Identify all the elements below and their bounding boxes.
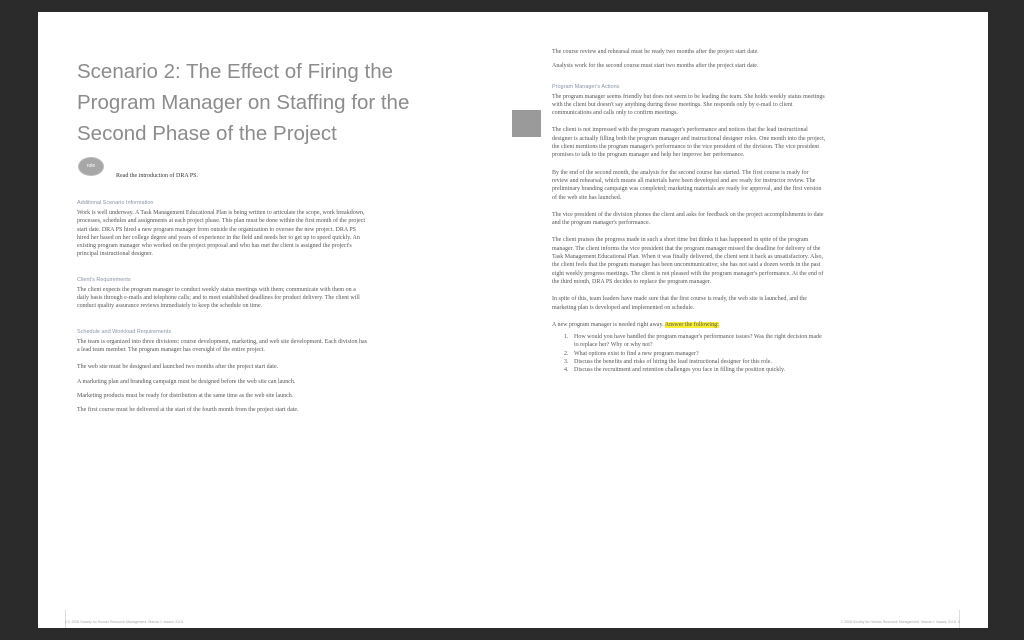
section-schedule-workload [77, 328, 367, 415]
document-spread [38, 12, 988, 628]
paragraph: The client expects the program manager to conduct weekly status meetings with them; communicate with them on a daily basis through e-mails and telephone calls; and to meet established deadlines for product delivery. The client will conduct quality assurance reviews immediately to keep the schedule on time. [77, 286, 360, 310]
role-badge-icon: role [78, 157, 104, 176]
list-item: 4. Discuss the recruitment and retention challenges you face in filling the position quickly. [570, 366, 826, 374]
question-intro [552, 321, 826, 329]
paragraph: The team is organized into three divisions: course development, marketing, and web site development. Each division has a lead team member. The program manager has oversight of the entire project. [77, 338, 367, 353]
section-heading: Program Manager's Actions [552, 83, 620, 90]
section-heading: Additional Scenario Information [77, 200, 154, 206]
section-heading: Schedule and Workload Requirements [77, 328, 172, 335]
list-item: 2. What options exist to find a new program manager? [570, 350, 826, 358]
paragraph: The course review and rehearsal must be ready two months after the project start date. [552, 49, 759, 55]
paragraph: Work is well underway. A Task Management Educational Plan is being written to articulate the scope, work breakdown, processes, schedules and assignments at each project phase. This plan must be done within the first month of the project start date. DRA PS hired a new program manager from outside the organization to oversee the new project. DRA PS hired her based on her college degree and years of experience in the field and needs her to get up to speed quickly. An existing program manager who worked on the project proposal and who has met the client is assigned the project's principal instructional designer. [77, 210, 365, 258]
paragraph: The program manager seems friendly but does not seem to be leading the team. She holds weekly status meetings with the client but doesn't say anything during those meetings. She responds only by e-mail to client communications and calls only to confirm meetings. [552, 93, 825, 117]
page-title: Scenario 2: The Effect of Firing the Program Manager on Staffing for the Second Phase of the Project [77, 60, 410, 145]
paragraph: The vice president of the division phones the client and asks for feedback on the project accomplishments to date and the program manager's performance. [552, 211, 824, 227]
paragraph: A marketing plan and branding campaign must be designed before the web site can launch. [77, 378, 296, 385]
right-footer: © 2008 Society for Human Resource Management. Marcia J. Isaacs, Ed.D. 5 [840, 620, 960, 624]
paragraph: The first course must be delivered at the start of the fourth month from the project start date. [77, 407, 299, 414]
list-item: 1. How would you have handled the program manager's performance issues? Was the right decision made to replace her? Why or why not? [570, 333, 826, 350]
question-list [552, 333, 826, 374]
paragraph: The client is not impressed with the program manager's performance and notices that the lead instructional designer is actually filling both the program manager and instructional designer roles. One month into the project, the client mentions the program manager's performance to the vice president of the division. The vice president promises to talk to the program manager and help her improve her performance. [552, 127, 826, 159]
paragraph: In spite of this, team leaders have made sure that the first course is ready, the web site is launched, and the marketing plan is developed and implemented on schedule. [552, 296, 807, 311]
paragraph: The web site must be designed and launched two months after the project start date. [77, 364, 279, 371]
left-footer: 6 © 2008 Society for Human Resource Management. Marcia J. Isaacs, Ed.D. [65, 620, 185, 624]
section-client-requirements [77, 276, 367, 311]
list-item: 3. Discuss the benefits and risks of hiring the lead instructional designer for this role. [570, 358, 826, 366]
question-intro-text: A new program manager is needed right away. [552, 321, 664, 328]
page-margin-line [65, 610, 66, 628]
paragraph: Analysis work for the second course must start two months after the project start date. [552, 63, 759, 70]
paragraph: The client praises the progress made in such a short time but thinks it has happened in spite of the program manager. The client informs the vice president that the program manager missed the deadline for delivery of the Task Management Educational Plan. When it was finally delivered, the client sent it back as unsatisfactory. Also, the client feels that the program manager has been uncommunicative; she has not said a dozen words in the past eight weekly progress meetings. The client is not pleased with the program manager's performance. At the end of the third month, DRA PS decides to replace the program manager. [552, 237, 824, 285]
left-page [77, 56, 410, 414]
paragraph: Marketing products must be ready for distribution at the same time as the web site launch. [77, 392, 294, 399]
page-margin-line [959, 610, 960, 628]
highlighted-instruction: Answer the following: [664, 321, 719, 328]
paragraph: By the end of the second month, the analysis for the second course has started. The first course is ready for review and rehearsal, which means all materials have been developed and are ready for instructor review. The preliminary branding campaign was completed; marketing materials are ready for approval, and the first version of the web site has launched. [552, 169, 822, 201]
right-page [552, 48, 826, 375]
section-heading: Client's Requirements [77, 276, 131, 283]
section-additional-info [77, 199, 367, 259]
intro-text: Read the introduction of DRA PS. [116, 173, 198, 179]
section-marker-block [512, 110, 541, 137]
